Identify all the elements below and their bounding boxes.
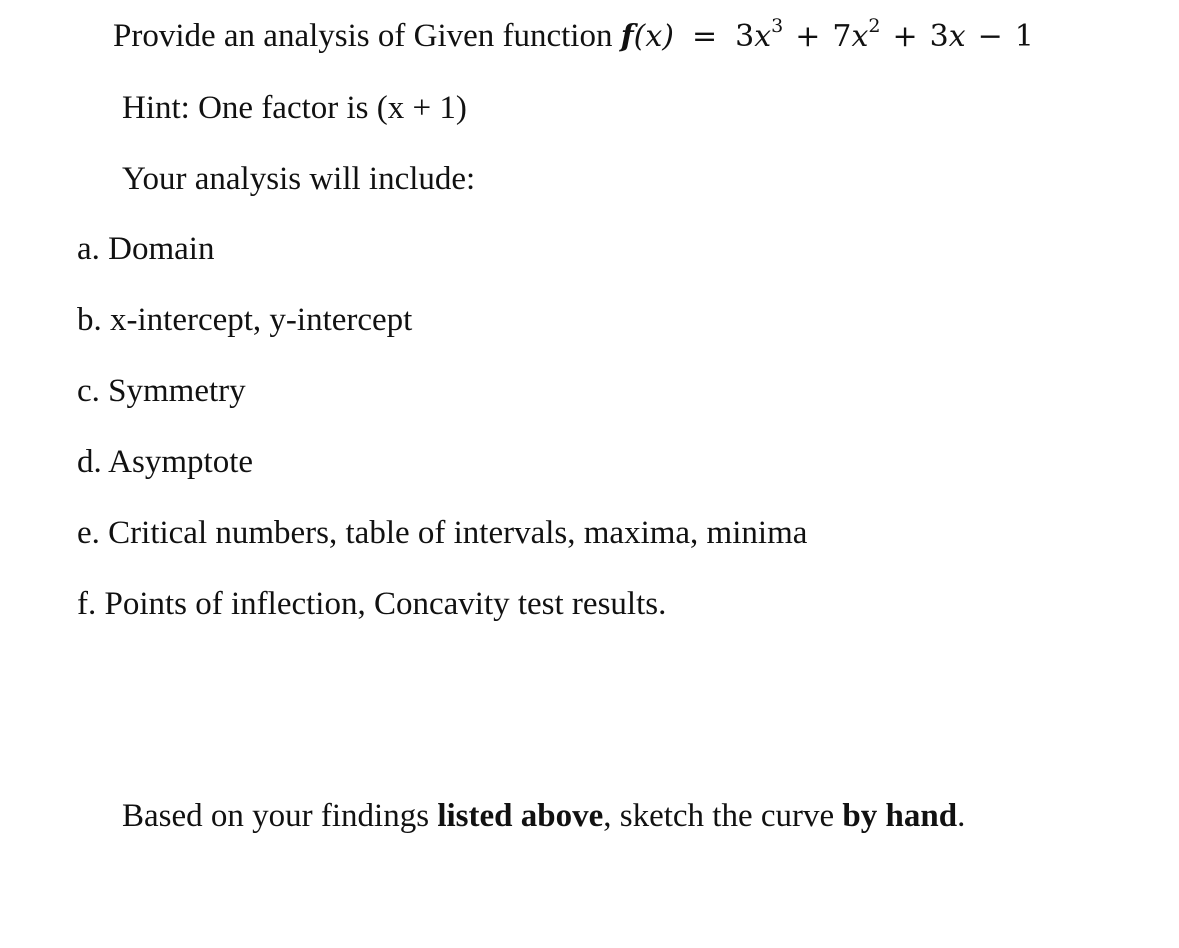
- term1-variable: x: [754, 19, 772, 54]
- question-prompt: Provide an analysis of Given function: [113, 18, 613, 54]
- plus-operator-2: +: [892, 19, 918, 54]
- list-item-intercepts: b. x-intercept, y-intercept: [77, 302, 413, 338]
- hint-text: Hint: One factor is (x + 1): [122, 90, 467, 126]
- sketch-emphasis-listed-above: listed above: [437, 798, 604, 834]
- list-item-domain: a. Domain: [77, 231, 215, 267]
- term3-coefficient: 3: [929, 19, 949, 54]
- intro-text: Your analysis will include:: [122, 161, 476, 197]
- term1-coefficient: 3: [735, 19, 755, 54]
- list-item-symmetry: c. Symmetry: [77, 373, 246, 409]
- sketch-emphasis-by-hand: by hand: [842, 798, 958, 834]
- term2-exponent: 2: [868, 15, 881, 37]
- plus-operator-1: +: [795, 19, 821, 54]
- list-item-critical-numbers: e. Critical numbers, table of intervals, maxima, minima: [77, 515, 808, 551]
- sketch-text-3: .: [957, 798, 966, 834]
- list-item-inflection: f. Points of inflection, Concavity test results.: [77, 586, 667, 622]
- constant-term: 1: [1014, 19, 1034, 54]
- minus-operator: −: [977, 19, 1003, 54]
- term2-coefficient: 7: [832, 19, 852, 54]
- function-argument: (x): [633, 19, 674, 54]
- function-expression: [620, 15, 1034, 54]
- sketch-instruction: [122, 796, 965, 836]
- equals-sign: =: [691, 19, 718, 54]
- term2-variable: x: [851, 19, 869, 54]
- sketch-text-1: Based on your findings: [122, 798, 438, 834]
- function-name: f: [620, 19, 634, 54]
- term1-exponent: 3: [771, 15, 784, 37]
- question-prompt-line: [113, 16, 1034, 57]
- list-item-asymptote: d. Asymptote: [77, 444, 254, 480]
- sketch-text-2: , sketch the curve: [603, 798, 843, 834]
- term3-variable: x: [948, 19, 966, 54]
